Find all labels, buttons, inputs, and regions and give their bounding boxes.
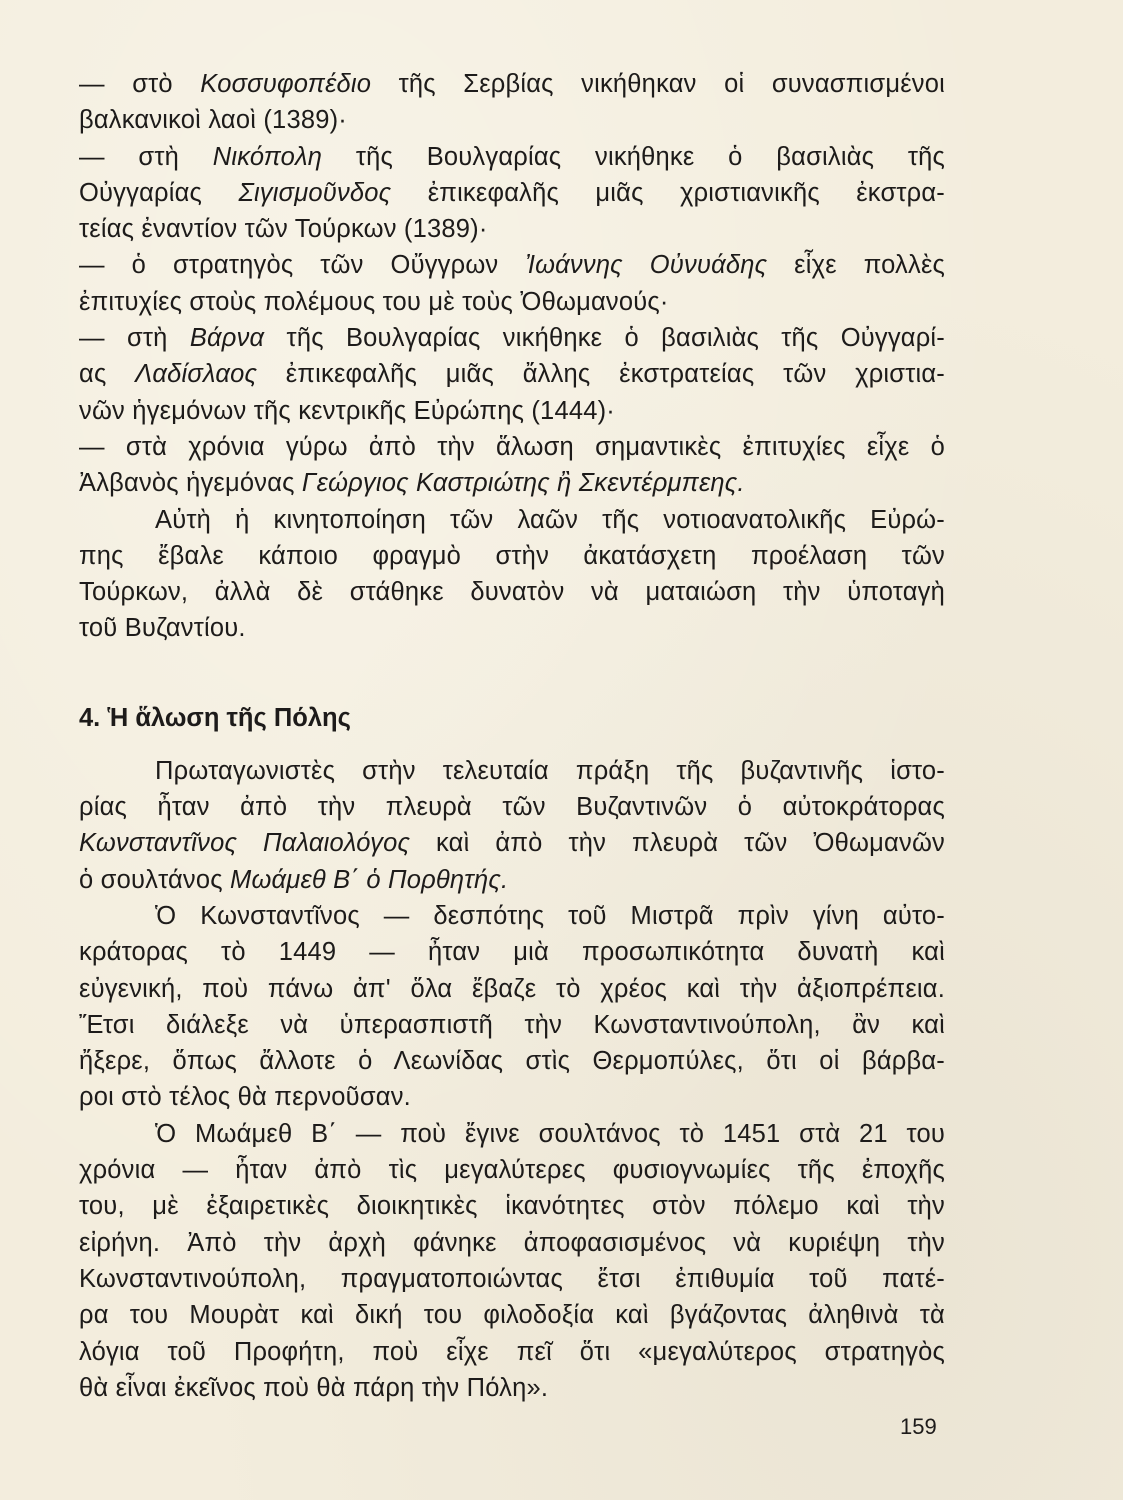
- text-segment: τείας ἐναντίον τῶν Τούρκων (1389)·: [79, 215, 488, 244]
- body-text-line: [79, 502, 945, 538]
- body-text-line: [79, 1116, 945, 1152]
- body-text-line: [79, 247, 945, 283]
- text-segment: τοῦ Βυζαντίου.: [79, 614, 246, 643]
- body-text-line: [79, 789, 945, 825]
- text-segment: ἐπικεφαλῆς μιᾶς ἄλλης ἐκστρατείας τῶν χριστια-: [257, 360, 945, 389]
- text-segment: Λαδίσλαος: [135, 360, 258, 389]
- text-segment: Νικόπολη: [212, 142, 323, 171]
- body-text-line: [79, 574, 945, 610]
- body-text-line: [79, 175, 945, 211]
- body-text-line: [79, 1188, 945, 1224]
- body-text-line: [79, 1370, 945, 1406]
- text-segment: ας: [79, 360, 136, 389]
- text-segment: βαλκανικοὶ λαοὶ (1389)·: [79, 106, 347, 135]
- text-segment: ἐπικεφαλῆς μιᾶς χριστιανικῆς ἐκστρα-: [391, 178, 945, 207]
- body-text-line: [79, 320, 945, 356]
- text-segment: νῶν ἡγεμόνων τῆς κεντρικῆς Εὐρώπης (1444)·: [79, 396, 615, 425]
- text-segment: εἰρήνη. Ἀπὸ τὴν ἀρχὴ φάνηκε ἀποφασισμένος νὰ κυριέψη τὴν: [79, 1228, 945, 1257]
- text-segment: ἐπιτυχίες στοὺς πολέμους του μὲ τοὺς Ὀθωμανούς·: [79, 287, 669, 316]
- text-segment: τῆς Βουλγαρίας νικήθηκε ὁ βασιλιὰς τῆς: [322, 142, 945, 171]
- body-text-line: [79, 139, 945, 175]
- text-segment: χρόνια — ἦταν ἀπὸ τὶς μεγαλύτερες φυσιογνωμίες τῆς ἐποχῆς: [79, 1156, 945, 1185]
- section-heading: 4. Ἡ ἅλωση τῆς Πόλης: [79, 703, 351, 732]
- text-segment: τῆς Βουλγαρίας νικήθηκε ὁ βασιλιὰς τῆς Οὐγγαρί-: [264, 324, 945, 353]
- text-segment: ὁ σουλτάνος: [79, 865, 231, 894]
- body-text-line: [79, 211, 945, 247]
- text-segment: Κωνσταντινούπολη, πραγματοποιώντας ἔτσι ἐπιθυμία τοῦ πατέ-: [79, 1264, 945, 1293]
- text-segment: Ὁ Μωάμεθ Β΄ — ποὺ ἔγινε σουλτάνος τὸ 1451 στὰ 21 του: [155, 1119, 945, 1148]
- body-text-line: [79, 66, 945, 102]
- body-text-line: [79, 1261, 945, 1297]
- body-text-line: [79, 1334, 945, 1370]
- body-text-line: [79, 934, 945, 970]
- text-segment: Αὐτὴ ἡ κινητοποίηση τῶν λαῶν τῆς νοτιοανατολικῆς Εὐρώ-: [155, 505, 945, 534]
- text-segment: Σιγισμοῦνδος: [238, 178, 392, 207]
- text-segment: — ὁ στρατηγὸς τῶν Οὔγγρων: [79, 251, 526, 280]
- body-text-line: [79, 825, 945, 861]
- body-text-line: [79, 284, 945, 320]
- body-text-line: [79, 1079, 945, 1115]
- list-of-defeats: [79, 66, 945, 647]
- text-segment: εἶχε πολλὲς: [767, 251, 946, 280]
- body-text-line: [79, 465, 945, 501]
- text-segment: λόγια τοῦ Προφήτη, ποὺ εἶχε πεῖ ὅτι «μεγαλύτερος στρατηγὸς: [79, 1337, 945, 1366]
- text-segment: Τούρκων, ἀλλὰ δὲ στάθηκε δυνατὸν νὰ ματαιώση τὴν ὑποταγὴ: [79, 578, 945, 607]
- text-segment: θὰ εἶναι ἐκεῖνος ποὺ θὰ πάρη τὴν Πόλη».: [79, 1373, 549, 1402]
- text-segment: Κωνσταντῖνος Παλαιολόγος: [79, 829, 411, 858]
- body-text-line: [79, 1043, 945, 1079]
- text-segment: ἤξερε, ὅπως ἄλλοτε ὁ Λεωνίδας στὶς Θερμοπύλες, ὅτι οἱ βάρβα-: [79, 1047, 945, 1076]
- text-segment: πης ἔβαλε κάποιο φραγμὸ στὴν ἀκατάσχετη προέλαση τῶν: [79, 541, 945, 570]
- text-segment: Πρωταγωνιστὲς στὴν τελευταία πράξη τῆς βυζαντινῆς ἱστο-: [155, 756, 945, 785]
- page-number: 159: [900, 1414, 937, 1439]
- text-segment: τῆς Σερβίας νικήθηκαν οἱ συνασπισμένοι: [371, 70, 946, 98]
- body-text-line: [79, 429, 945, 465]
- body-text-line: [79, 753, 945, 789]
- text-segment: — στὸ: [79, 70, 201, 98]
- text-segment: Μωάμεθ Β΄ ὁ Πορθητής.: [230, 865, 509, 894]
- body-text-line: [79, 610, 945, 646]
- text-segment: ροι στὸ τέλος θὰ περνοῦσαν.: [79, 1083, 411, 1112]
- page-body: [79, 66, 945, 1406]
- text-segment: — στὴ: [79, 324, 190, 353]
- body-text-line: [79, 102, 945, 138]
- text-segment: Ἰωάννης Οὐνυάδης: [525, 251, 768, 280]
- text-segment: εὐγενική, ποὺ πάνω ἀπ' ὅλα ἔβαζε τὸ χρέος καὶ τὴν ἀξιοπρέπεια.: [79, 974, 945, 1003]
- body-text-line: [79, 971, 945, 1007]
- body-text-line: [79, 1007, 945, 1043]
- body-text-line: [79, 356, 945, 392]
- text-segment: ρα του Μουρὰτ καὶ δική του φιλοδοξία καὶ βγάζοντας ἀληθινὰ τὰ: [79, 1301, 945, 1330]
- body-text-line: [79, 898, 945, 934]
- body-text-line: [79, 1297, 945, 1333]
- section-text: [79, 753, 945, 1406]
- text-segment: κράτορας τὸ 1449 — ἦταν μιὰ προσωπικότητα δυνατὴ καὶ: [79, 938, 945, 967]
- text-segment: Ἀλβανὸς ἡγεμόνας: [79, 469, 302, 498]
- text-segment: καὶ ἀπὸ τὴν πλευρὰ τῶν Ὀθωμανῶν: [410, 829, 946, 858]
- text-segment: — στὴ: [79, 142, 213, 171]
- text-segment: Κοσσυφοπέδιο: [200, 70, 372, 98]
- text-segment: ρίας ἦταν ἀπὸ τὴν πλευρὰ τῶν Βυζαντινῶν ὁ αὐτοκράτορας: [79, 793, 945, 822]
- text-segment: Γεώργιος Καστριώτης ἢ Σκεντέρμπεης.: [301, 469, 745, 498]
- text-segment: Ἔτσι διάλεξε νὰ ὑπερασπιστῆ τὴν Κωνσταντινούπολη, ἂν καὶ: [79, 1010, 945, 1039]
- body-text-line: [79, 1152, 945, 1188]
- text-segment: — στὰ χρόνια γύρω ἀπὸ τὴν ἅλωση σημαντικὲς ἐπιτυχίες εἶχε ὁ: [79, 432, 945, 461]
- body-text-line: [79, 393, 945, 429]
- text-segment: Βάρνα: [189, 324, 265, 353]
- body-text-line: [79, 538, 945, 574]
- body-text-line: [79, 1225, 945, 1261]
- text-segment: Οὐγγαρίας: [79, 178, 239, 207]
- text-segment: του, μὲ ἐξαιρετικὲς διοικητικὲς ἱκανότητες στὸν πόλεμο καὶ τὴν: [79, 1192, 945, 1221]
- body-text-line: [79, 862, 945, 898]
- text-segment: Ὁ Κωνσταντῖνος — δεσπότης τοῦ Μιστρᾶ πρὶν γίνη αὐτο-: [155, 901, 945, 930]
